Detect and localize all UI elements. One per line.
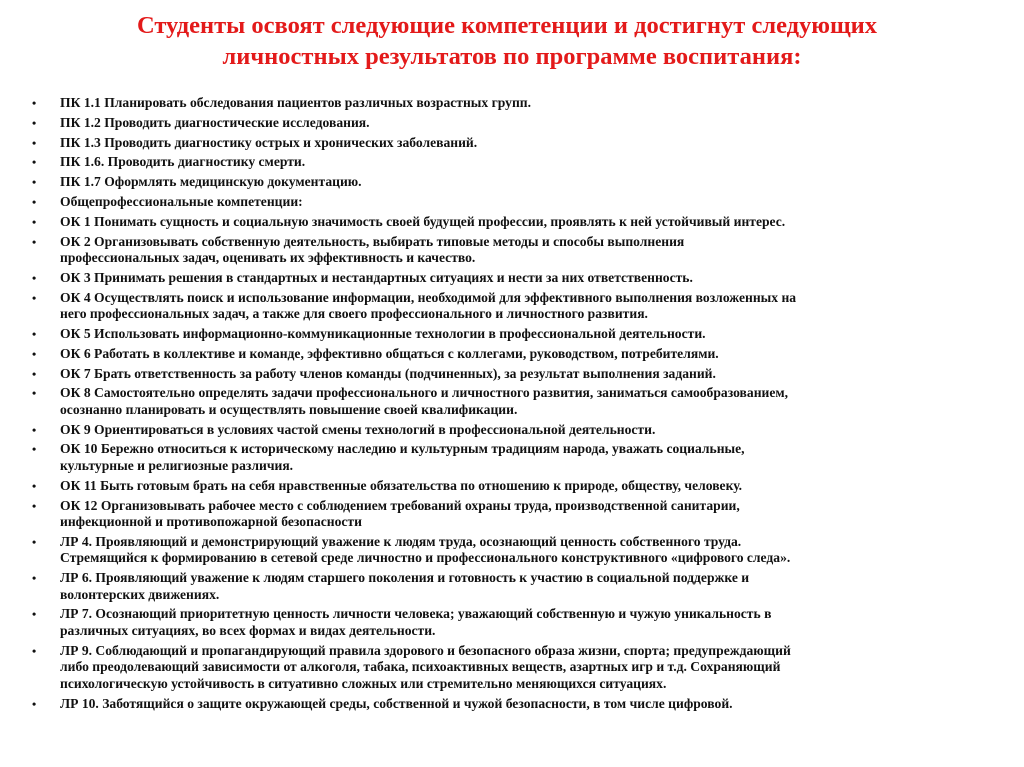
list-item-text: ЛР 9. Соблюдающий и пропагандирующий правила здорового и безопасного образа жизни, спорта; предупреждающий либо преодолевающий зависимости от алкоголя, табака, психоактивных веществ, азартных игр и т.д. Сохраняющий психологическую устойчивость в ситуативно сложных или стремительно меняющихся ситуациях. — [60, 642, 791, 691]
list-item — [32, 534, 992, 567]
list-item-text: ЛР 6. Проявляющий уважение к людям старшего поколения и готовность к участию в социальной поддержке и волонтерских движениях. — [60, 570, 750, 602]
list-item-text: ПК 1.7 Оформлять медицинскую документацию. — [60, 174, 362, 190]
list-item — [32, 366, 992, 383]
list-item — [32, 643, 992, 693]
list-item-text: ОК 6 Работать в коллективе и команде, эффективно общаться с коллегами, руководством, потребителями. — [60, 345, 719, 361]
list-item — [32, 498, 992, 531]
list-item — [32, 214, 992, 231]
bullet-icon: • — [32, 696, 37, 711]
list-item — [32, 441, 992, 474]
bullet-icon: • — [32, 194, 37, 209]
bullet-icon: • — [32, 607, 37, 622]
list-item — [32, 194, 992, 211]
list-item — [32, 606, 992, 639]
list-item-text: ПК 1.2 Проводить диагностические исследования. — [60, 114, 370, 130]
list-item-text: ПК 1.3 Проводить диагностику острых и хронических заболеваний. — [60, 134, 478, 150]
slide-title-line-1: Студенты освоят следующие компетенции и достигнут следующих — [136, 12, 878, 39]
list-item-text: ЛР 10. Заботящийся о защите окружающей среды, собственной и чужой безопасности, в том числе цифровой. — [60, 695, 733, 711]
list-item-text: ЛР 4. Проявляющий и демонстрирующий уважение к людям труда, осознающий ценность собственного труда. Стремящийся к формированию в сетевой среде личностно и профессионального конструктивного «цифрового следа». — [60, 533, 791, 566]
list-item — [32, 115, 992, 132]
list-item-text: ОК 12 Организовывать рабочее место с соблюдением требований охраны труда, производственной санитарии, инфекционной и противопожарной безопасности — [60, 497, 740, 530]
bullet-icon: • — [32, 366, 37, 381]
bullet-icon: • — [32, 175, 37, 190]
bullet-icon: • — [32, 422, 37, 437]
bullet-icon: • — [32, 96, 37, 110]
bullet-icon: • — [32, 290, 37, 305]
bullet-icon: • — [32, 442, 37, 457]
list-item — [32, 422, 992, 439]
list-item-text: ЛР 7. Осознающий приоритетную ценность личности человека; уважающий собственную и чужую уникальность в различных ситуациях, во всех формах и видах деятельности. — [60, 606, 772, 638]
list-item-text: ОК 8 Самостоятельно определять задачи профессионального и личностного развития, заниматься самообразованием, осознанно планировать и осуществлять повышение своей квалификации. — [60, 385, 789, 417]
list-item-text: ОК 7 Брать ответственность за работу членов команды (подчиненных), за результат выполнения заданий. — [60, 365, 716, 381]
bullet-icon: • — [32, 571, 37, 586]
bullet-icon: • — [32, 234, 37, 249]
bullet-icon: • — [32, 346, 37, 361]
bullet-icon: • — [32, 534, 37, 549]
slide-title-line-2: личностных результатов по программе воспитания: — [222, 43, 802, 70]
bullet-icon: • — [32, 386, 37, 401]
list-item — [32, 135, 992, 152]
bullet-icon: • — [32, 498, 37, 513]
list-item — [32, 570, 992, 603]
bullet-icon: • — [32, 643, 37, 658]
list-item — [32, 234, 992, 267]
competency-list — [32, 95, 992, 715]
bullet-icon: • — [32, 155, 37, 170]
bullet-icon: • — [32, 214, 37, 229]
list-item — [32, 326, 992, 343]
bullet-icon: • — [32, 115, 37, 130]
list-item-text: ОК 3 Принимать решения в стандартных и нестандартных ситуациях и нести за них ответственность. — [60, 269, 693, 285]
list-item-text: ОК 4 Осуществлять поиск и использование информации, необходимой для эффективного выполнения возложенных на него профессиональных задач, а также для своего профессионального и личностного развития. — [60, 289, 797, 322]
list-item-text: ОК 1 Понимать сущность и социальную значимость своей будущей профессии, проявлять к ней устойчивый интерес. — [60, 213, 786, 229]
bullet-icon: • — [32, 135, 37, 150]
list-item-text: ОК 9 Ориентироваться в условиях частой смены технологий в профессиональной деятельности. — [60, 421, 656, 437]
list-item-text: ПК 1.6. Проводить диагностику смерти. — [60, 154, 306, 170]
list-item-text: Общепрофессиональные компетенции: — [60, 193, 303, 209]
list-item — [32, 154, 992, 171]
list-item — [32, 270, 992, 287]
list-item — [32, 174, 992, 191]
bullet-icon: • — [32, 326, 37, 341]
list-item — [32, 95, 992, 112]
list-item-text: ОК 2 Организовывать собственную деятельность, выбирать типовые методы и способы выполнения профессиональных задач, оценивать их эффективность и качество. — [60, 233, 685, 266]
list-item — [32, 696, 992, 713]
list-item-text: ПК 1.1 Планировать обследования пациентов различных возрастных групп. — [60, 95, 532, 110]
list-item-text: ОК 5 Использовать информационно-коммуникационные технологии в профессиональной деятельности. — [60, 325, 706, 341]
list-item — [32, 346, 992, 363]
bullet-icon: • — [32, 478, 37, 493]
list-item — [32, 290, 992, 323]
list-item — [32, 478, 992, 495]
list-item — [32, 385, 992, 418]
list-item-text: ОК 11 Быть готовым брать на себя нравственные обязательства по отношению к природе, обществу, человеку. — [60, 477, 743, 493]
bullet-icon: • — [32, 270, 37, 285]
list-item-text: ОК 10 Бережно относиться к историческому наследию и культурным традициям народа, уважать социальные, культурные и религиозные различия. — [60, 441, 745, 473]
slide-title — [0, 10, 1024, 72]
